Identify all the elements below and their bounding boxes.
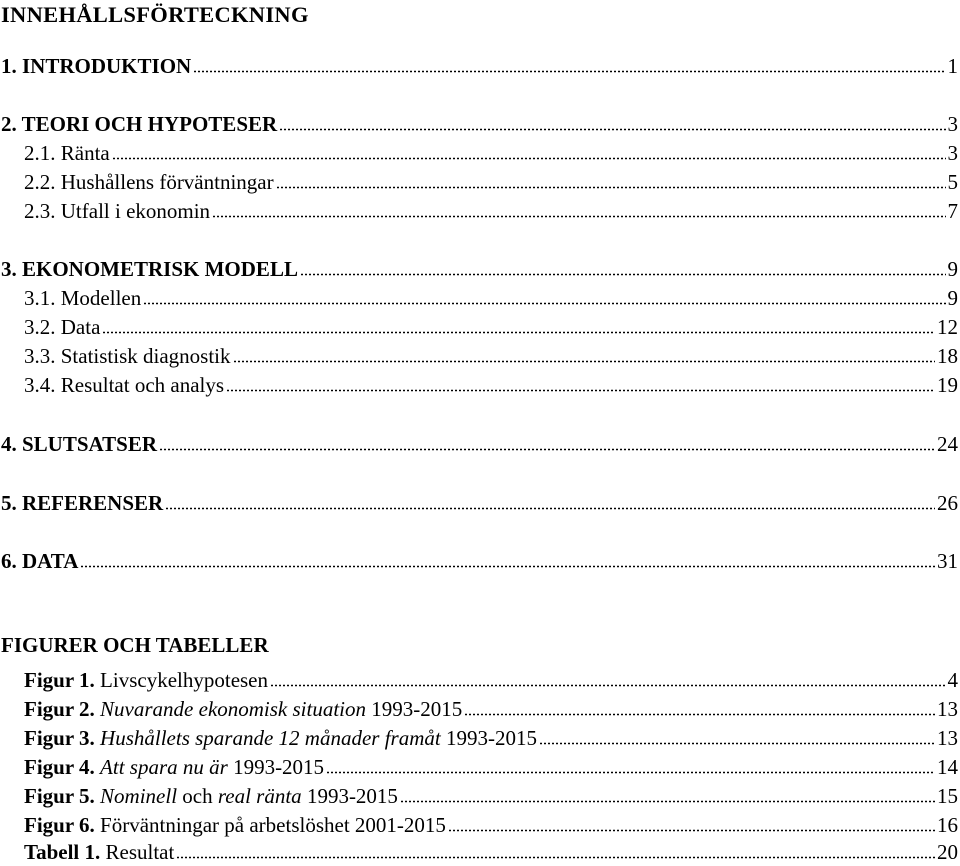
toc-entry-label: 3.1. Modellen bbox=[24, 286, 142, 310]
figure-entry-5[interactable] bbox=[24, 782, 958, 810]
toc-entry-page: 9 bbox=[947, 257, 958, 281]
toc-entry-section-3-2[interactable] bbox=[24, 313, 958, 341]
toc-entry-section-2-3[interactable] bbox=[24, 197, 958, 225]
figure-title-part-1: Nominell bbox=[100, 784, 178, 808]
figure-entry-text bbox=[24, 695, 462, 723]
figure-entry-text bbox=[24, 811, 446, 839]
toc-entry-section-2-2[interactable] bbox=[24, 168, 958, 196]
figure-number: Figur 4. bbox=[24, 755, 95, 779]
figure-title: Livscykelhypotesen bbox=[100, 668, 269, 692]
figure-entry-text bbox=[24, 666, 268, 694]
table-title: Resultat bbox=[105, 840, 175, 864]
dot-leader bbox=[112, 157, 946, 160]
dot-leader bbox=[539, 742, 935, 745]
toc-entry-chapter-4[interactable] bbox=[1, 430, 958, 458]
table-number: Tabell 1. bbox=[24, 840, 101, 864]
figure-page: 13 bbox=[937, 697, 958, 721]
figure-entry-6[interactable] bbox=[24, 811, 958, 839]
toc-entry-page: 31 bbox=[937, 549, 958, 573]
figure-entry-1[interactable] bbox=[24, 666, 958, 694]
toc-entry-label: 2.2. Hushållens förväntningar bbox=[24, 170, 274, 194]
toc-entry-chapter-1[interactable] bbox=[1, 52, 958, 80]
dot-leader bbox=[102, 331, 935, 334]
dot-leader bbox=[176, 856, 935, 859]
figure-page: 4 bbox=[947, 668, 958, 692]
figure-years: 1993-2015 bbox=[306, 784, 398, 808]
toc-entry-page: 3 bbox=[947, 141, 958, 165]
toc-entry-page: 3 bbox=[947, 112, 958, 136]
figure-entry-text bbox=[24, 782, 398, 810]
toc-entry-page: 7 bbox=[947, 199, 958, 223]
figure-entry-2[interactable] bbox=[24, 695, 958, 723]
dot-leader bbox=[226, 389, 935, 392]
dot-leader bbox=[400, 800, 935, 803]
toc-entry-section-3-1[interactable] bbox=[24, 284, 958, 312]
toc-entry-label: 3.2. Data bbox=[24, 315, 101, 339]
figure-title: Förväntningar på arbetslöshet 2001-2015 bbox=[100, 813, 446, 837]
table-entry-1[interactable] bbox=[24, 838, 958, 866]
figure-number: Figur 5. bbox=[24, 784, 95, 808]
figure-entry-text bbox=[24, 753, 324, 781]
dot-leader bbox=[80, 565, 935, 568]
toc-entry-page: 5 bbox=[947, 170, 958, 194]
toc-entry-label: 3.4. Resultat och analys bbox=[24, 373, 225, 397]
toc-entry-label: 2.1. Ränta bbox=[24, 141, 110, 165]
figure-title-connector: och bbox=[182, 784, 213, 808]
toc-entry-page: 24 bbox=[937, 432, 958, 456]
figures-heading: FIGURER OCH TABELLER bbox=[1, 633, 269, 657]
figure-title: Hushållets sparande 12 månader framåt bbox=[100, 726, 441, 750]
toc-entry-page: 1 bbox=[947, 54, 958, 78]
table-page: 20 bbox=[937, 840, 958, 864]
toc-entry-label: 5. REFERENSER bbox=[1, 491, 164, 515]
toc-entry-section-3-3[interactable] bbox=[24, 342, 958, 370]
figure-title-part-2: real ränta bbox=[217, 784, 302, 808]
figure-number: Figur 3. bbox=[24, 726, 95, 750]
figure-entry-text bbox=[24, 724, 537, 752]
figure-entry-3[interactable] bbox=[24, 724, 958, 752]
dot-leader bbox=[300, 273, 946, 276]
toc-entry-page: 19 bbox=[937, 373, 958, 397]
toc-entry-section-2-1[interactable] bbox=[24, 139, 958, 167]
toc-entry-page: 18 bbox=[937, 344, 958, 368]
dot-leader bbox=[233, 360, 935, 363]
figure-number: Figur 2. bbox=[24, 697, 95, 721]
toc-entry-label: 3. EKONOMETRISK MODELL bbox=[1, 257, 298, 281]
dot-leader bbox=[276, 186, 946, 189]
page-title: INNEHÅLLSFÖRTECKNING bbox=[1, 2, 309, 27]
toc-entry-label: 2.3. Utfall i ekonomin bbox=[24, 199, 211, 223]
table-entry-text bbox=[24, 838, 174, 866]
toc-entry-chapter-5[interactable] bbox=[1, 489, 958, 517]
dot-leader bbox=[270, 684, 945, 687]
toc-entry-label: 1. INTRODUKTION bbox=[1, 54, 192, 78]
figure-number: Figur 1. bbox=[24, 668, 95, 692]
figure-page: 14 bbox=[937, 755, 958, 779]
dot-leader bbox=[464, 713, 935, 716]
dot-leader bbox=[193, 70, 945, 73]
dot-leader bbox=[159, 448, 935, 451]
figure-years: 1993-2015 bbox=[445, 726, 537, 750]
toc-entry-chapter-2[interactable] bbox=[1, 110, 958, 138]
figure-entry-4[interactable] bbox=[24, 753, 958, 781]
toc-entry-label: 3.3. Statistisk diagnostik bbox=[24, 344, 231, 368]
toc-entry-chapter-6[interactable] bbox=[1, 547, 958, 575]
toc-entry-page: 9 bbox=[947, 286, 958, 310]
toc-entry-section-3-4[interactable] bbox=[24, 371, 958, 399]
figure-years: 1993-2015 bbox=[233, 755, 325, 779]
toc-entry-page: 12 bbox=[937, 315, 958, 339]
figure-title: Att spara nu är bbox=[100, 755, 228, 779]
dot-leader bbox=[143, 302, 945, 305]
figure-page: 13 bbox=[937, 726, 958, 750]
toc-entry-page: 26 bbox=[937, 491, 958, 515]
dot-leader bbox=[165, 507, 935, 510]
toc-entry-label: 6. DATA bbox=[1, 549, 79, 573]
dot-leader bbox=[448, 829, 935, 832]
dot-leader bbox=[279, 128, 945, 131]
toc-entry-chapter-3[interactable] bbox=[1, 255, 958, 283]
dot-leader bbox=[326, 771, 935, 774]
figure-title: Nuvarande ekonomisk situation bbox=[100, 697, 367, 721]
figure-years: 1993-2015 bbox=[371, 697, 463, 721]
dot-leader bbox=[212, 215, 945, 218]
toc-entry-label: 4. SLUTSATSER bbox=[1, 432, 158, 456]
figure-number: Figur 6. bbox=[24, 813, 95, 837]
figure-page: 16 bbox=[937, 813, 958, 837]
toc-entry-label: 2. TEORI OCH HYPOTESER bbox=[1, 112, 278, 136]
figure-page: 15 bbox=[937, 784, 958, 808]
